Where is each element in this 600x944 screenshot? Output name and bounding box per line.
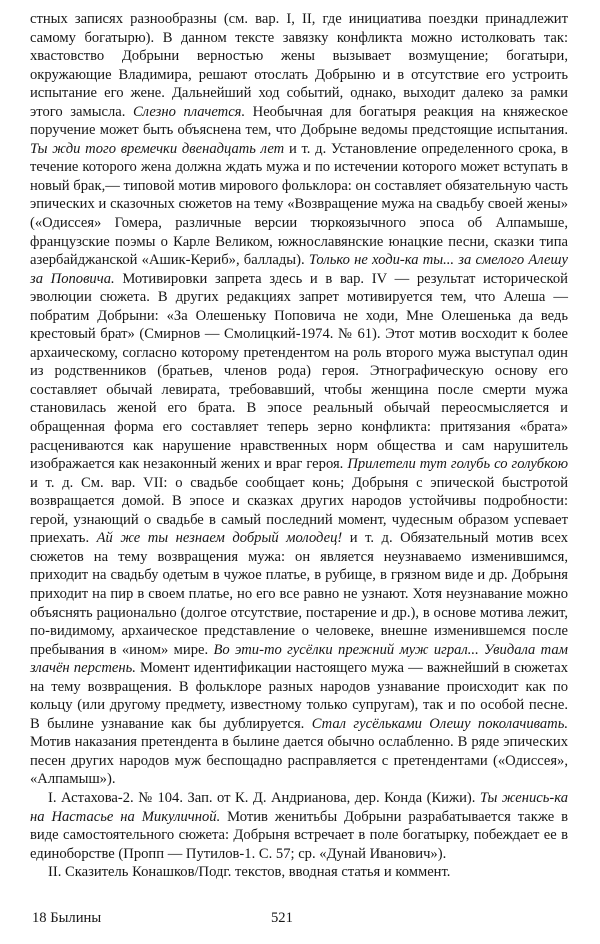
text-run: стных записях разнообразны (см. вар. I, II, где инициатива поездки принадлежит самому богатырю). В данном тексте завязку конфликта можно истолковать так: хвастовство Добрыни верностью жены вызывает возмущение; богатыри, окружающие Владимира, решают отослать Добрыню и в отсутствие его устроить испытание его жене. Дальнейший ход событий, однако, выходит далеко за рамки этого замысла.: [30, 11, 568, 120]
page-number: 521: [271, 910, 293, 926]
commentary-paragraph-main: [30, 10, 568, 789]
quote-italic: Прилетели тут голубь со голубкою: [347, 456, 568, 473]
text-run: II. Сказитель Конашков/Подг. текстов, вводная статья и коммент.: [48, 864, 451, 881]
quote-italic: Ты жди того времечки двенадцать лет: [30, 140, 285, 157]
quote-italic: Только не ходи-ка ты... за смелого Алешу за Поповича.: [30, 252, 568, 287]
text-run: Мотив наказания претендента в былине дается обычно ослабленно. В ряде эпических песен других народов муж беспощадно расправляется с претендентами («Одиссея», «Алпамыш»).: [30, 734, 568, 788]
text-run: Необычная для богатыря реакция на княжеское поручение может быть объяснена тем, что Добрыне ведомы предстоящие испытания.: [30, 103, 568, 139]
quote-italic: Стал гусёльками Олешу поколачивать.: [311, 715, 568, 732]
page-footer: [30, 910, 568, 930]
quote-italic: Слезно плачется.: [132, 103, 246, 120]
commentary-text-block: [30, 10, 568, 882]
quote-italic: Во эти-то гусёлки прежний муж играл... Увидала там злачён перстень.: [30, 641, 568, 677]
quote-italic: Ты женись-ка на Настасье на Микуличной.: [30, 789, 568, 825]
quote-italic: Ай же ты незнаем добрый молодец!: [96, 530, 343, 547]
text-run: Мотив женитьбы Добрыни разрабатывается также в виде самостоятельного сюжета: Добрыня встречает в поле богатырку, побеждает ее в единоборстве (Пропп — Путилов-1. С. 57; ср. «Дунай Иванович»).: [30, 808, 568, 862]
commentary-paragraph-variant-ii: [30, 863, 568, 882]
text-run: и т. д. См. вар. VII: о свадьбе сообщает конь; Добрыня с эпической быстротой возвращается домой. В эпосе и сказках других народов устойчивы подробности: герой, узнающий о свадьбе в самый последний момент, чудесным образом успевает приехать.: [30, 474, 568, 547]
text-run: I. Астахова-2. № 104. Зап. от К. Д. Андрианова, дер. Конда (Кижи).: [48, 789, 480, 806]
signature-mark: 18 Былины: [32, 910, 102, 926]
text-run: и т. д. Установление определенного срока, в течение которого жена должна ждать мужа и по истечении которого может вступать в новый брак,— типовой мотив мирового фольклора: он составляет обязательную часть эпических и сказочных сюжетов на тему «Возвращение мужа на свадьбу своей жены» («Одиссея» Гомера, различные версии тюркоязычного эпоса об Алпамыше, французские поэмы о Карле Великом, южнославянские юнацкие песни, сказки типа азербайджанской «Ашик-Кериб», баллады).: [30, 140, 569, 269]
commentary-paragraph-variant-i: [30, 789, 568, 863]
text-run: Мотивировки запрета здесь и в вар. IV — результат исторической эволюции сюжета. В других редакциях запрет мотивируется тем, что Алеша — побратим Добрыни: «За Олешеньку Поповича не ходи, Мне Олешенька да ведь крестовый брат» (Смирнов — Смолицкий-1974. № 61). Этот мотив восходит к более архаическому, согласно которому претендентом на роль второго мужа выступал один из родственников (братьев, членов рода) героя. Этнографическую основу его составляет обычай левирата, требовавший, чтобы женщина после смерти мужа становилась женой его брата. В эпосе реальный обычай переосмысляется и обращенная форма его составляет теперь зерно конфликта: притязания «брата» расцениваются как нарушение нравственных норм общества и сам нарушитель изображается как незаконный жених и враг героя.: [30, 270, 568, 473]
text-run: и т. д. Обязательный мотив всех сюжетов на тему возвращения мужа: он является неузнаваемо изменившимся, приходит на свадьбу одетым в чужое платье, в рубище, в грязном виде и др. Добрыня приходит на пир в своем платье, но его все равно не узнают. Хотя неузнавание можно объяснять рационально (долгое отсутствие, постарение и др.), в основе мотива лежит, по-видимому, архаическое представление о человеке, внешне изменившемся после пребывания в «ином» мире.: [30, 530, 568, 658]
text-run: Момент идентификации настоящего мужа — важнейший в сюжетах на тему возвращения. В фольклоре разных народов узнавание происходит как по кольцу (или другому предмету, известному только супругам), так и по особой песне. В былине узнавание как бы дублируется.: [30, 660, 568, 732]
